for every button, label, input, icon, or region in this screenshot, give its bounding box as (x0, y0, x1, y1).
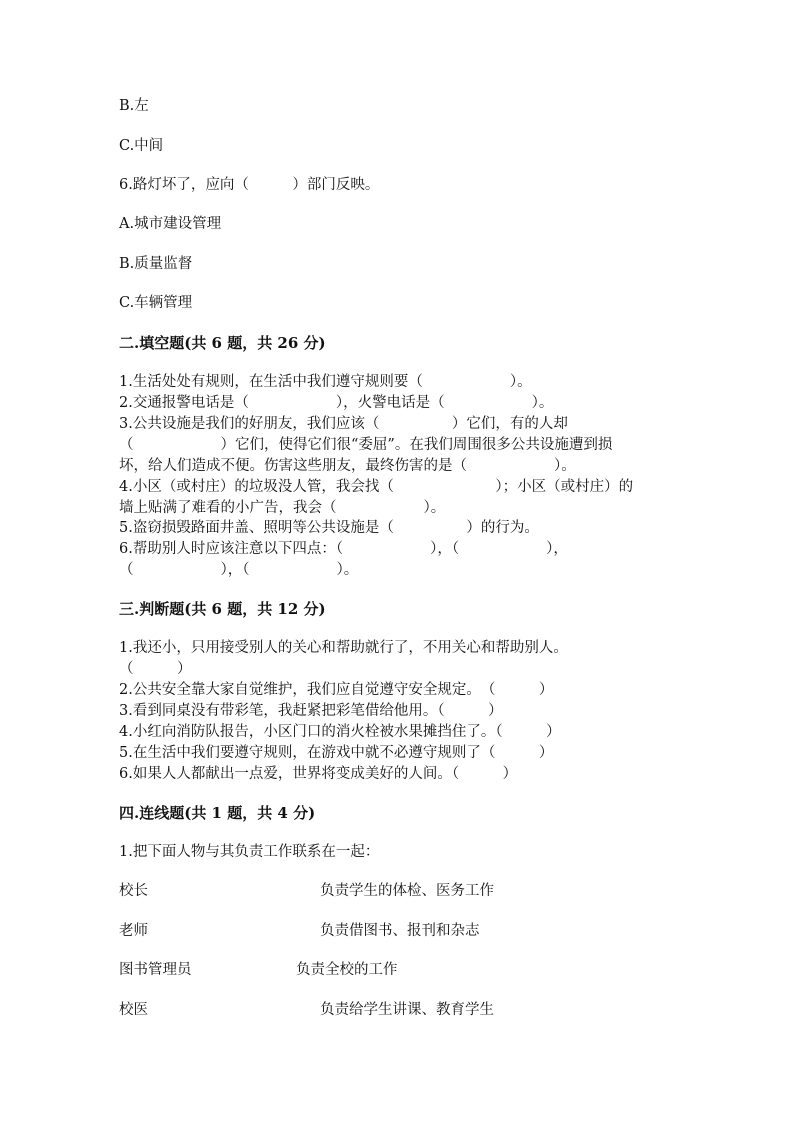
fill-line: 坏，给人们造成不便。伤害这些朋友，最终伤害的是（ ）。 (119, 458, 576, 474)
fill-line: 5.盗窃损毁路面井盖、照明等公共设施是（ ）的行为。 (119, 520, 539, 536)
fill-line: 3.公共设施是我们的好朋友，我们应该（ ）它们，有的人却 (119, 416, 568, 432)
judge-section-heading: 三.判断题(共 6 题，共 12 分) (119, 600, 326, 618)
fill-line: （ ）它们，使得它们很“委屈”。在我们周围很多公共设施遭到损 (119, 437, 613, 453)
fill-line: 2.交通报警电话是（ ），火警电话是（ ）。 (119, 395, 554, 411)
match-duty: 负责全校的工作 (296, 962, 398, 978)
match-duty: 负责借图书、报刊和杂志 (320, 923, 480, 939)
option-6c: C.车辆管理 (119, 295, 193, 311)
match-person: 图书管理员 (119, 962, 192, 978)
option-6a: A.城市建设管理 (119, 216, 222, 232)
question-6-stem: 6.路灯坏了，应向（ ）部门反映。 (119, 177, 380, 193)
option-5b: B.左 (119, 98, 149, 114)
fill-section-heading: 二.填空题(共 6 题，共 26 分) (119, 334, 326, 352)
match-person: 老师 (119, 923, 148, 939)
match-section-heading: 四.连线题(共 1 题，共 4 分) (119, 804, 316, 822)
match-duty: 负责学生的体检、医务工作 (320, 883, 494, 899)
fill-line: （ ），（ ）。 (119, 562, 359, 578)
judge-line: 1.我还小，只用接受别人的关心和帮助就行了，不用关心和帮助别人。 (119, 640, 568, 656)
match-person: 校长 (119, 883, 148, 899)
match-person: 校医 (119, 1002, 148, 1018)
option-6b: B.质量监督 (119, 256, 193, 272)
judge-line: 4.小红向消防队报告，小区门口的消火栓被水果摊挡住了。（ ） (119, 724, 561, 740)
judge-line: 6.如果人人都献出一点爱，世界将变成美好的人间。（ ） (119, 766, 518, 782)
fill-line: 墙上贴满了难看的小广告，我会（ ）。 (119, 500, 446, 516)
option-5c: C.中间 (119, 138, 164, 154)
match-duty: 负责给学生讲课、教育学生 (320, 1002, 494, 1018)
fill-line: 1.生活处处有规则，在生活中我们遵守规则要（ ）。 (119, 374, 532, 390)
judge-line: 2.公共安全靠大家自觉维护，我们应自觉遵守安全规定。 （ ） (119, 682, 554, 698)
judge-line: 3.看到同桌没有带彩笔，我赶紧把彩笔借给他用。（ ） (119, 703, 503, 719)
fill-line: 4.小区（或村庄）的垃圾没人管，我会找（ ）；小区（或村庄）的 (119, 479, 634, 495)
judge-line: （ ） (119, 661, 192, 677)
match-instruction: 1.把下面人物与其负责工作联系在一起： (119, 844, 380, 860)
fill-line: 6.帮助别人时应该注意以下四点：（ ），（ ）， (119, 541, 568, 557)
judge-line: 5.在生活中我们要遵守规则，在游戏中就不必遵守规则了（ ） (119, 745, 554, 761)
